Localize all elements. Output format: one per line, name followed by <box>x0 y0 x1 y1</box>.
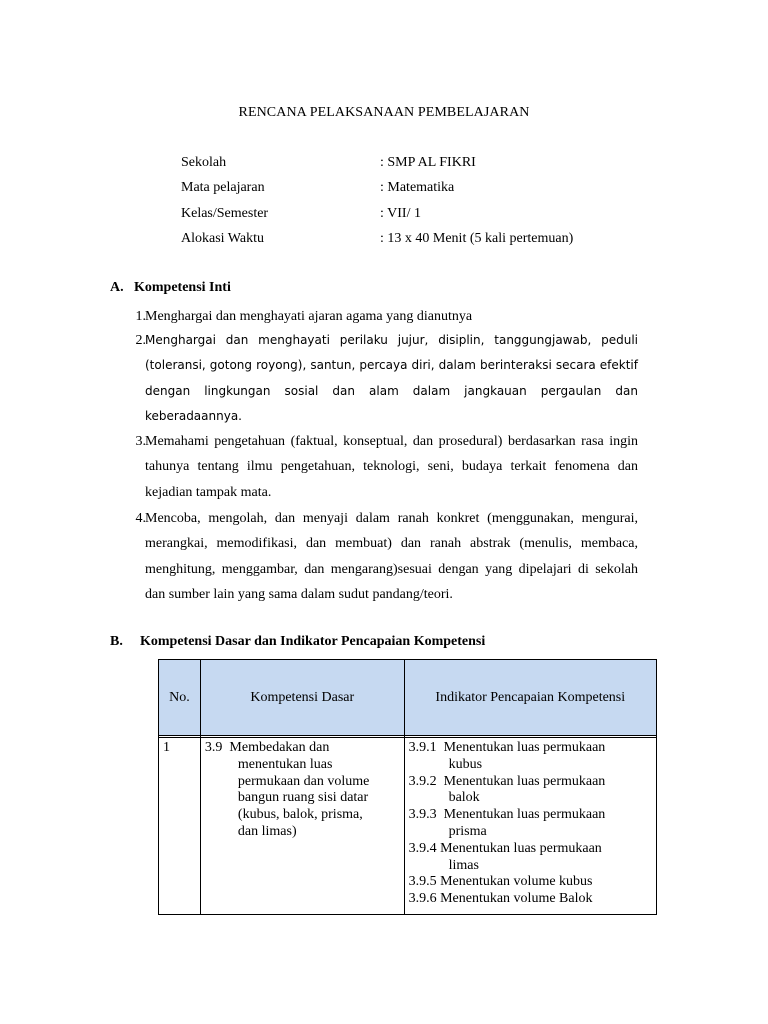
indicator-code: 3.9.5 <box>408 874 437 890</box>
ki-text: Mencoba, mengolah, dan menyaji dalam ranah konkret (menggunakan, mengurai, merangkai, memodifikasi, dan membuat) dan ranah abstrak (menulis, membaca, menghitung, menggambar, dan mengarang)sesuai dengan yang dipelajari di sekolah dan sumber lain yang sama dalam sudut pandang/teori. <box>145 511 638 602</box>
section-letter: A. <box>110 280 124 295</box>
kd-line: dan limas) <box>237 823 297 839</box>
identity-value: : 13 x 40 Menit (5 kali pertemuan) <box>380 231 574 246</box>
indicator-text-cont: prisma <box>448 823 487 839</box>
ki-item-2 <box>126 328 638 429</box>
indicator-text: Menentukan volume kubus <box>440 874 593 890</box>
ki-item-4 <box>126 506 638 607</box>
ki-number: 4. <box>135 511 146 526</box>
indicator-text: Menentukan luas permukaan <box>443 807 606 823</box>
identity-label: Kelas/Semester <box>181 206 269 221</box>
kd-text: Membedakan dan <box>229 740 330 755</box>
indicator-item <box>409 874 652 891</box>
identity-label: Alokasi Waktu <box>181 231 264 246</box>
indicator-text-cont: limas <box>448 857 479 873</box>
header-kd: Kompetensi Dasar <box>200 660 404 736</box>
ki-item-3 <box>126 429 638 505</box>
section-title: Kompetensi Inti <box>134 280 231 295</box>
kd-line: menentukan luas <box>237 756 333 772</box>
section-b-heading <box>110 634 485 650</box>
page-title: RENCANA PELAKSANAAN PEMBELAJARAN <box>238 105 530 120</box>
indicator-text: Menentukan luas permukaan <box>443 740 606 755</box>
indicator-item <box>409 891 652 908</box>
header-indicator: Indikator Pencapaian Kompetensi <box>404 660 656 736</box>
indicator-cell <box>404 738 656 915</box>
indicator-text: Menentukan luas permukaan <box>443 773 606 789</box>
identity-value: : Matematika <box>380 180 455 195</box>
ki-text: Menghargai dan menghayati perilaku jujur, disiplin, tanggungjawab, peduli (toleransi, gotong royong), santun, percaya diri, dalam berinteraksi secara efektif dengan lingkungan sosial dan alam dalam jangkauan pergaulan dan keberadaannya. <box>145 333 638 423</box>
kd-line: permukaan dan volume <box>237 773 370 789</box>
indicator-text: Menentukan luas permukaan <box>440 840 602 856</box>
indicator-code: 3.9.3 <box>408 807 437 823</box>
identity-label: Sekolah <box>181 155 227 170</box>
kd-table <box>158 659 657 915</box>
indicator-text-cont: kubus <box>448 756 483 772</box>
indicator-item <box>409 774 652 808</box>
section-letter: B. <box>110 634 123 649</box>
ki-text: Menghargai dan menghayati ajaran agama yang dianutnya <box>145 309 473 324</box>
section-title: Kompetensi Dasar dan Indikator Pencapaian Kompetensi <box>140 634 486 649</box>
header-no: No. <box>159 660 201 736</box>
ki-item-1 <box>126 304 638 329</box>
kd-line: (kubus, balok, prisma, <box>237 807 363 823</box>
ki-text: Memahami pengetahuan (faktual, konseptual, dan prosedural) berdasarkan rasa ingin tahunya tentang ilmu pengetahuan, teknologi, seni, budaya terkait fenomena dan kejadian tampak mata. <box>145 434 638 500</box>
table-row <box>159 738 657 915</box>
identity-label: Mata pelajaran <box>181 180 265 195</box>
ki-number: 1. <box>135 309 146 324</box>
indicator-code: 3.9.1 <box>408 740 437 755</box>
indicator-code: 3.9.2 <box>408 773 437 789</box>
kd-first-line <box>205 740 400 757</box>
indicator-text: Menentukan volume Balok <box>440 891 593 907</box>
ki-number: 3. <box>135 434 146 449</box>
kd-cell <box>200 738 404 915</box>
indicator-code: 3.9.4 <box>408 840 437 856</box>
kd-line: bangun ruang sisi datar <box>237 790 369 806</box>
indicator-text-cont: balok <box>448 790 480 806</box>
ki-number: 2. <box>135 333 146 348</box>
identity-value: : SMP AL FIKRI <box>380 155 476 170</box>
row-number: 1 <box>159 738 201 915</box>
indicator-item <box>409 807 652 841</box>
kd-code: 3.9 <box>204 740 223 755</box>
indicator-item <box>409 740 652 774</box>
indicator-code: 3.9.6 <box>408 891 437 907</box>
identity-value: : VII/ 1 <box>380 206 421 221</box>
indicator-item <box>409 841 652 875</box>
section-a-heading <box>110 280 231 296</box>
kd-table-header <box>159 660 657 736</box>
